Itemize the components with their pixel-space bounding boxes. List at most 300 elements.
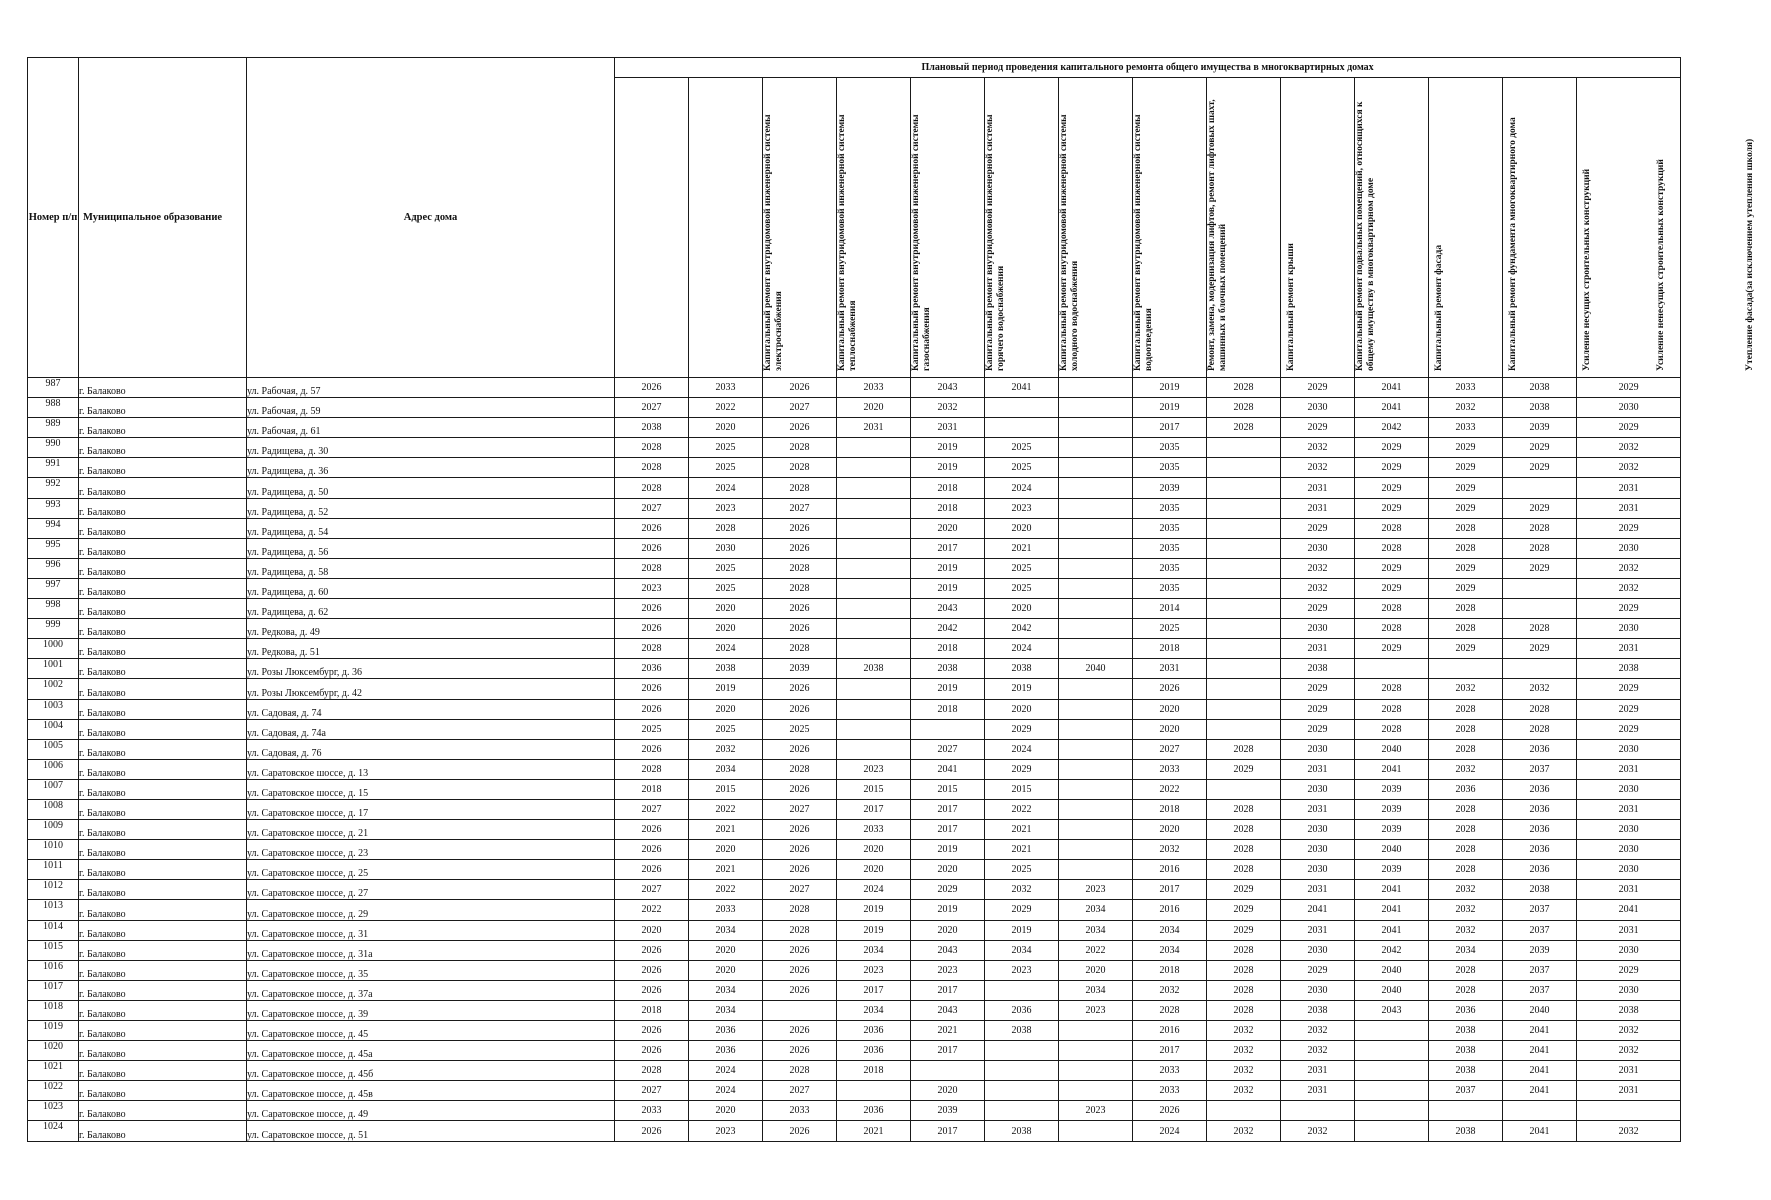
year-cell: 2030	[1577, 739, 1681, 759]
year-cell	[911, 1061, 985, 1081]
year-cell: 2035	[1133, 558, 1207, 578]
year-cell: 2026	[763, 940, 837, 960]
year-cell: 2024	[837, 880, 911, 900]
work-column-label: Капитальный ремонт фундамента многоквартирного дома	[1507, 117, 1518, 371]
year-cell: 2018	[615, 779, 689, 799]
row-number-cell: 1000	[28, 639, 79, 659]
year-cell: 2019	[837, 920, 911, 940]
year-cell: 2043	[911, 599, 985, 619]
year-cell: 2015	[837, 779, 911, 799]
year-cell: 2033	[1133, 1081, 1207, 1101]
year-cell: 2025	[985, 558, 1059, 578]
year-cell: 2031	[1281, 639, 1355, 659]
year-cell: 2035	[1133, 578, 1207, 598]
table-row	[28, 900, 1681, 920]
table-row	[28, 860, 1681, 880]
year-cell: 2028	[763, 639, 837, 659]
municipality-cell: г. Балаково	[79, 458, 247, 478]
year-cell: 2021	[985, 820, 1059, 840]
year-cell: 2042	[911, 619, 985, 639]
year-cell: 2026	[615, 940, 689, 960]
row-number-cell: 1010	[28, 840, 79, 860]
work-column-label: Усиление несущих строительных конструкций	[1581, 168, 1592, 371]
year-cell: 2026	[763, 599, 837, 619]
year-cell	[1207, 719, 1281, 739]
table-row	[28, 619, 1681, 639]
year-cell: 2038	[1503, 880, 1577, 900]
year-cell	[837, 458, 911, 478]
year-cell: 2041	[911, 759, 985, 779]
year-cell: 2026	[615, 980, 689, 1000]
year-cell	[1059, 378, 1133, 398]
year-cell: 2016	[1133, 900, 1207, 920]
year-cell: 2038	[1429, 1061, 1503, 1081]
year-cell: 2020	[837, 860, 911, 880]
year-cell: 2018	[1133, 960, 1207, 980]
year-cell: 2024	[985, 639, 1059, 659]
year-cell: 2031	[1281, 920, 1355, 940]
year-cell: 2041	[1577, 900, 1681, 920]
year-cell: 2020	[911, 1081, 985, 1101]
year-cell: 2020	[689, 840, 763, 860]
year-cell: 2038	[985, 1021, 1059, 1041]
row-number-cell: 1017	[28, 980, 79, 1000]
address-cell: ул. Саратовское шоссе, д. 27	[247, 880, 615, 900]
municipality-cell: г. Балаково	[79, 578, 247, 598]
year-cell: 2032	[1503, 679, 1577, 699]
address-cell: ул. Саратовское шоссе, д. 45а	[247, 1041, 615, 1061]
row-number-cell: 1024	[28, 1121, 79, 1141]
year-cell: 2024	[689, 1081, 763, 1101]
row-number-cell: 1020	[28, 1041, 79, 1061]
year-cell: 2028	[1207, 940, 1281, 960]
year-cell: 2036	[1503, 820, 1577, 840]
year-cell: 2038	[1429, 1041, 1503, 1061]
year-cell: 2017	[837, 799, 911, 819]
year-cell: 2033	[1429, 418, 1503, 438]
table-row	[28, 1061, 1681, 1081]
year-cell: 2028	[1133, 1000, 1207, 1020]
year-cell: 2026	[763, 538, 837, 558]
year-cell	[837, 498, 911, 518]
year-cell: 2028	[1429, 980, 1503, 1000]
year-cell: 2025	[985, 458, 1059, 478]
year-cell: 2038	[1503, 398, 1577, 418]
year-cell: 2029	[1281, 518, 1355, 538]
year-cell: 2034	[1429, 940, 1503, 960]
year-cell	[1059, 518, 1133, 538]
year-cell: 2019	[985, 679, 1059, 699]
municipality-cell: г. Балаково	[79, 1121, 247, 1141]
year-cell: 2018	[911, 478, 985, 498]
year-cell	[1059, 619, 1133, 639]
municipality-cell: г. Балаково	[79, 860, 247, 880]
year-cell: 2029	[1355, 498, 1429, 518]
year-cell: 2031	[1577, 639, 1681, 659]
year-cell: 2032	[689, 739, 763, 759]
address-cell: ул. Саратовское шоссе, д. 17	[247, 799, 615, 819]
row-number-cell: 1012	[28, 880, 79, 900]
year-cell: 2025	[615, 719, 689, 739]
year-cell: 2028	[1207, 799, 1281, 819]
year-cell: 2028	[1207, 378, 1281, 398]
year-cell	[837, 1081, 911, 1101]
year-cell: 2034	[985, 940, 1059, 960]
address-cell: ул. Радищева, д. 58	[247, 558, 615, 578]
year-cell: 2032	[1577, 1041, 1681, 1061]
year-cell: 2038	[1577, 659, 1681, 679]
work-column-label: Капитальный ремонт внутридомовой инженерной системы холодного водоснабжения	[1058, 114, 1080, 371]
year-cell: 2018	[837, 1061, 911, 1081]
year-cell: 2032	[1577, 458, 1681, 478]
year-cell: 2032	[1281, 1021, 1355, 1041]
municipality-cell: г. Балаково	[79, 398, 247, 418]
year-cell: 2028	[1207, 980, 1281, 1000]
year-cell: 2032	[1577, 578, 1681, 598]
year-cell: 2020	[689, 940, 763, 960]
year-cell: 2028	[1207, 739, 1281, 759]
year-cell	[1059, 498, 1133, 518]
year-cell: 2030	[689, 538, 763, 558]
year-cell: 2026	[615, 960, 689, 980]
year-cell: 2028	[1207, 1000, 1281, 1020]
municipality-cell: г. Балаково	[79, 880, 247, 900]
year-cell	[1355, 1021, 1429, 1041]
table-header	[28, 58, 1755, 378]
year-cell: 2034	[689, 1000, 763, 1020]
year-cell: 2038	[1429, 1121, 1503, 1141]
year-cell	[837, 699, 911, 719]
year-cell	[837, 599, 911, 619]
table-row	[28, 639, 1681, 659]
table-row	[28, 1101, 1681, 1121]
year-cell: 2030	[1281, 779, 1355, 799]
year-cell: 2019	[911, 578, 985, 598]
table-row	[28, 1000, 1681, 1020]
year-cell: 2039	[1503, 418, 1577, 438]
year-cell: 2032	[1429, 880, 1503, 900]
row-number-cell: 1015	[28, 940, 79, 960]
row-number-cell: 1001	[28, 659, 79, 679]
year-cell: 2031	[1281, 498, 1355, 518]
year-cell: 2032	[1429, 398, 1503, 418]
year-cell: 2036	[837, 1041, 911, 1061]
year-cell: 2030	[1281, 820, 1355, 840]
table-row	[28, 920, 1681, 940]
year-cell: 2017	[1133, 1041, 1207, 1061]
row-number-cell: 1009	[28, 820, 79, 840]
year-cell: 2017	[911, 1121, 985, 1141]
year-cell: 2029	[1429, 578, 1503, 598]
municipality-cell: г. Балаково	[79, 920, 247, 940]
year-cell: 2028	[615, 438, 689, 458]
table-row	[28, 940, 1681, 960]
year-cell	[1503, 599, 1577, 619]
year-cell: 2023	[1059, 880, 1133, 900]
year-cell: 2032	[1281, 438, 1355, 458]
year-cell	[1207, 478, 1281, 498]
year-cell: 2031	[1281, 799, 1355, 819]
address-cell: ул. Радищева, д. 52	[247, 498, 615, 518]
year-cell: 2026	[615, 699, 689, 719]
year-cell	[1059, 1121, 1133, 1141]
year-cell: 2028	[1503, 699, 1577, 719]
address-cell: ул. Саратовское шоссе, д. 51	[247, 1121, 615, 1141]
year-cell: 2028	[1429, 739, 1503, 759]
address-cell: ул. Саратовское шоссе, д. 23	[247, 840, 615, 860]
year-cell: 2034	[689, 980, 763, 1000]
year-cell: 2029	[985, 719, 1059, 739]
year-cell: 2028	[1429, 840, 1503, 860]
year-cell: 2029	[1281, 719, 1355, 739]
table-row	[28, 840, 1681, 860]
table-row	[28, 679, 1681, 699]
address-cell: ул. Саратовское шоссе, д. 37а	[247, 980, 615, 1000]
year-cell: 2026	[763, 860, 837, 880]
table-row	[28, 759, 1681, 779]
year-cell: 2024	[1133, 1121, 1207, 1141]
year-cell: 2032	[1281, 458, 1355, 478]
year-cell: 2036	[1503, 799, 1577, 819]
year-cell: 2031	[837, 418, 911, 438]
year-cell: 2025	[1133, 619, 1207, 639]
address-cell: ул. Саратовское шоссе, д. 25	[247, 860, 615, 880]
year-cell: 2029	[1281, 599, 1355, 619]
year-cell: 2026	[615, 1041, 689, 1061]
year-cell: 2029	[1207, 900, 1281, 920]
municipality-cell: г. Балаково	[79, 1021, 247, 1041]
year-cell: 2032	[1281, 558, 1355, 578]
year-cell: 2037	[1429, 1081, 1503, 1101]
municipality-cell: г. Балаково	[79, 538, 247, 558]
work-column-label: Усиление ненесущих строительных конструкций	[1655, 159, 1666, 371]
row-number-cell: 987	[28, 378, 79, 398]
year-cell: 2023	[689, 1121, 763, 1141]
year-cell	[1059, 779, 1133, 799]
municipality-cell: г. Балаково	[79, 900, 247, 920]
year-cell: 2019	[837, 900, 911, 920]
year-cell	[1059, 1021, 1133, 1041]
year-cell: 2026	[615, 538, 689, 558]
year-cell: 2018	[911, 699, 985, 719]
year-cell: 2042	[985, 619, 1059, 639]
year-cell: 2026	[615, 599, 689, 619]
year-cell: 2041	[1503, 1081, 1577, 1101]
year-cell	[1059, 719, 1133, 739]
year-cell	[985, 398, 1059, 418]
year-cell: 2028	[763, 458, 837, 478]
year-cell: 2028	[615, 759, 689, 779]
year-cell: 2035	[1133, 518, 1207, 538]
address-cell: ул. Радищева, д. 50	[247, 478, 615, 498]
address-cell: ул. Радищева, д. 30	[247, 438, 615, 458]
row-number-cell: 1013	[28, 900, 79, 920]
year-cell: 2029	[1503, 438, 1577, 458]
year-cell: 2035	[1133, 458, 1207, 478]
year-cell: 2019	[1133, 398, 1207, 418]
year-cell	[1355, 1121, 1429, 1141]
year-cell: 2034	[837, 1000, 911, 1020]
year-cell: 2029	[1429, 478, 1503, 498]
table-row	[28, 1041, 1681, 1061]
year-cell: 2030	[1281, 538, 1355, 558]
year-cell: 2029	[985, 759, 1059, 779]
year-cell: 2036	[985, 1000, 1059, 1020]
address-cell: ул. Садовая, д. 74а	[247, 719, 615, 739]
year-cell: 2028	[1429, 799, 1503, 819]
year-cell: 2029	[985, 900, 1059, 920]
address-cell: ул. Редкова, д. 49	[247, 619, 615, 639]
year-cell	[1207, 619, 1281, 639]
year-cell	[1207, 779, 1281, 799]
year-cell: 2026	[1133, 1101, 1207, 1121]
year-cell: 2032	[1429, 759, 1503, 779]
year-cell: 2039	[1355, 820, 1429, 840]
address-cell: ул. Радищева, д. 36	[247, 458, 615, 478]
year-cell	[1429, 659, 1503, 679]
row-number-cell: 1005	[28, 739, 79, 759]
year-cell	[1059, 458, 1133, 478]
year-cell: 2032	[1207, 1061, 1281, 1081]
address-cell: ул. Саратовское шоссе, д. 29	[247, 900, 615, 920]
year-cell	[1207, 639, 1281, 659]
year-cell: 2036	[1503, 860, 1577, 880]
table-row	[28, 478, 1681, 498]
row-number-cell: 1019	[28, 1021, 79, 1041]
year-cell: 2026	[763, 739, 837, 759]
municipality-cell: г. Балаково	[79, 820, 247, 840]
year-cell	[1503, 659, 1577, 679]
year-cell	[1059, 578, 1133, 598]
year-cell: 2031	[1281, 880, 1355, 900]
year-cell	[1059, 558, 1133, 578]
year-cell: 2020	[985, 518, 1059, 538]
table-row	[28, 599, 1681, 619]
table-row	[28, 779, 1681, 799]
table-row	[28, 498, 1681, 518]
year-cell: 2021	[689, 820, 763, 840]
year-cell: 2031	[1133, 659, 1207, 679]
year-cell: 2030	[1281, 739, 1355, 759]
year-cell: 2026	[763, 378, 837, 398]
year-cell: 2038	[689, 659, 763, 679]
year-cell	[837, 438, 911, 458]
year-cell: 2036	[837, 1021, 911, 1041]
table-row	[28, 558, 1681, 578]
year-cell: 2032	[1281, 578, 1355, 598]
year-cell: 2029	[1503, 558, 1577, 578]
table-row	[28, 578, 1681, 598]
year-cell: 2028	[763, 558, 837, 578]
year-cell: 2020	[689, 418, 763, 438]
row-number-cell: 996	[28, 558, 79, 578]
year-cell: 2030	[1281, 980, 1355, 1000]
year-cell: 2022	[985, 799, 1059, 819]
year-cell: 2033	[1429, 378, 1503, 398]
year-cell	[1059, 478, 1133, 498]
year-cell: 2029	[1429, 498, 1503, 518]
year-cell	[1059, 860, 1133, 880]
year-cell: 2025	[985, 860, 1059, 880]
year-cell: 2038	[1429, 1021, 1503, 1041]
year-cell	[1577, 1101, 1681, 1121]
year-cell: 2023	[1059, 1101, 1133, 1121]
work-column-label: Капитальный ремонт внутридомовой инженерной системы теплоснабжения	[836, 114, 858, 371]
year-cell: 2042	[1355, 418, 1429, 438]
year-cell: 2032	[1577, 1121, 1681, 1141]
municipality-header: Муниципальное образование	[79, 58, 247, 378]
year-cell: 2032	[1281, 1041, 1355, 1061]
year-cell: 2040	[1503, 1000, 1577, 1020]
year-cell: 2034	[1133, 940, 1207, 960]
year-cell: 2027	[615, 498, 689, 518]
year-cell	[1207, 558, 1281, 578]
table-row	[28, 518, 1681, 538]
year-cell: 2020	[911, 920, 985, 940]
row-number-cell: 1018	[28, 1000, 79, 1020]
year-cell: 2019	[911, 558, 985, 578]
municipality-cell: г. Балаково	[79, 719, 247, 739]
year-cell: 2029	[1577, 960, 1681, 980]
address-cell: ул. Саратовское шоссе, д. 15	[247, 779, 615, 799]
address-cell: ул. Радищева, д. 56	[247, 538, 615, 558]
year-cell: 2028	[763, 578, 837, 598]
year-cell	[911, 719, 985, 739]
year-cell	[1059, 799, 1133, 819]
year-cell: 2028	[615, 639, 689, 659]
row-number-cell: 998	[28, 599, 79, 619]
planned-period-group-header: Плановый период проведения капитального ремонта общего имущества в многоквартирных домах	[615, 58, 1681, 78]
address-cell: ул. Рабочая, д. 59	[247, 398, 615, 418]
year-cell: 2036	[1429, 779, 1503, 799]
work-column-label: Утепление фасада(за исключением утепления школя)	[1744, 138, 1755, 371]
year-cell: 2028	[1355, 538, 1429, 558]
year-cell: 2025	[985, 438, 1059, 458]
year-cell: 2023	[985, 960, 1059, 980]
municipality-cell: г. Балаково	[79, 478, 247, 498]
year-cell: 2029	[1577, 599, 1681, 619]
year-cell: 2024	[985, 739, 1059, 759]
year-cell	[837, 619, 911, 639]
year-cell: 2041	[985, 378, 1059, 398]
year-cell: 2020	[1059, 960, 1133, 980]
municipality-cell: г. Балаково	[79, 940, 247, 960]
work-column-label: Капитальный ремонт внутридомовой инженерной системы газоснабжения	[910, 114, 932, 371]
year-cell: 2026	[763, 1041, 837, 1061]
year-cell: 2026	[1133, 679, 1207, 699]
year-cell	[1059, 418, 1133, 438]
year-cell: 2027	[763, 398, 837, 418]
year-cell: 2029	[911, 880, 985, 900]
year-cell: 2028	[1207, 840, 1281, 860]
row-number-cell: 994	[28, 518, 79, 538]
year-cell: 2028	[763, 478, 837, 498]
municipality-cell: г. Балаково	[79, 779, 247, 799]
year-cell: 2022	[689, 799, 763, 819]
row-number-cell: 1022	[28, 1081, 79, 1101]
year-cell: 2043	[1355, 1000, 1429, 1020]
year-cell: 2030	[1281, 940, 1355, 960]
year-cell: 2028	[1207, 860, 1281, 880]
year-cell: 2032	[1429, 920, 1503, 940]
year-cell: 2037	[1503, 900, 1577, 920]
year-cell	[1503, 578, 1577, 598]
work-column-label: Капитальный ремонт крыши	[1285, 243, 1296, 371]
address-cell: ул. Саратовское шоссе, д. 45б	[247, 1061, 615, 1081]
year-cell: 2018	[1133, 639, 1207, 659]
year-cell: 2017	[911, 799, 985, 819]
year-cell: 2029	[1355, 639, 1429, 659]
